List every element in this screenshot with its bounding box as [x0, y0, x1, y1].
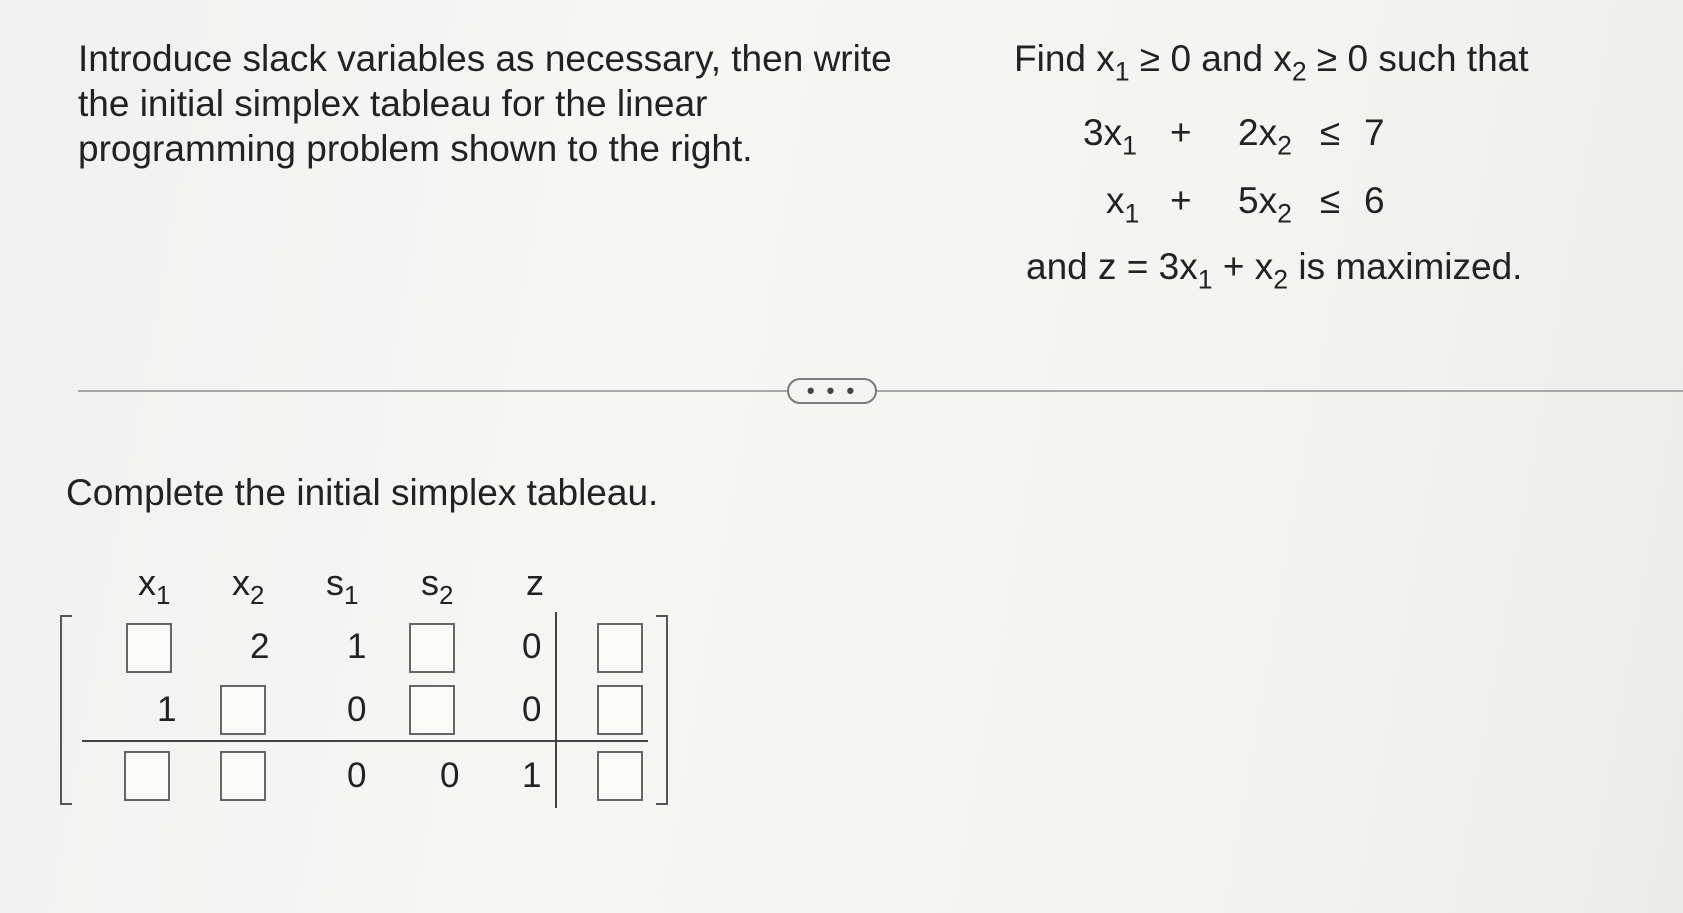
header-x1: $x_1$: [138, 562, 171, 611]
cell-r2-x1: 1: [157, 690, 177, 729]
problem-instructions: [78, 36, 892, 171]
answer-box-r2-s2[interactable]: [409, 685, 455, 735]
instruction-line-1: Introduce slack variables as necessary, then write: [78, 38, 892, 79]
instruction-line-3: programming problem shown to the right.: [78, 128, 753, 169]
cell-r1-s1: 1: [347, 627, 367, 666]
section-divider: [78, 390, 1683, 392]
cell-r1-z: 0: [522, 627, 542, 666]
answer-box-r3-rhs[interactable]: [597, 751, 643, 801]
answer-box-r1-x1[interactable]: [126, 623, 172, 673]
cell-r1-x2: 2: [250, 627, 270, 666]
constraint-1-plus: +: [1170, 112, 1192, 153]
constraint-2-term-2: $5x_2$: [1238, 180, 1292, 229]
tableau-instruction: Complete the initial simplex tableau.: [66, 472, 659, 513]
rhs-column-separator: [555, 612, 557, 808]
constraint-2-rhs: 6: [1364, 180, 1385, 221]
left-bracket: [60, 615, 72, 805]
answer-box-r3-x2[interactable]: [220, 751, 266, 801]
constraint-1-term-2: $2x_2$: [1238, 112, 1292, 161]
constraint-1-rhs: 7: [1364, 112, 1385, 153]
cell-r3-s2: 0: [440, 756, 460, 795]
right-bracket: [656, 615, 668, 805]
constraint-2-relation: ≤: [1320, 180, 1341, 221]
cell-r3-z: 1: [522, 756, 542, 795]
cell-r2-s1: 0: [347, 690, 367, 729]
answer-box-r1-rhs[interactable]: [597, 623, 643, 673]
constraint-2-term-1: $x_1$: [1106, 180, 1140, 229]
answer-box-r2-x2[interactable]: [220, 685, 266, 735]
constraint-2-plus: +: [1170, 180, 1192, 221]
constraint-1-relation: ≤: [1320, 112, 1341, 153]
header-z: z: [526, 562, 544, 603]
answer-box-r2-rhs[interactable]: [597, 685, 643, 735]
objective-function: and $z = 3x_1 + x_2$ is maximized.: [1026, 246, 1523, 295]
more-options-button[interactable]: • • •: [787, 378, 877, 404]
header-s2: $s_2$: [421, 562, 454, 611]
cell-r3-s1: 0: [347, 756, 367, 795]
answer-box-r3-x1[interactable]: [124, 751, 170, 801]
answer-box-r1-s2[interactable]: [409, 623, 455, 673]
header-s1: $s_1$: [326, 562, 359, 611]
cell-r2-z: 0: [522, 690, 542, 729]
find-condition: Find $x_1 \ge 0$ and $x_2 \ge 0$ such that: [1014, 38, 1529, 87]
instruction-line-2: the initial simplex tableau for the linear: [78, 83, 708, 124]
constraint-1-term-1: $3x_1$: [1083, 112, 1137, 161]
objective-row-separator: [82, 740, 648, 742]
header-x2: $x_2$: [232, 562, 265, 611]
